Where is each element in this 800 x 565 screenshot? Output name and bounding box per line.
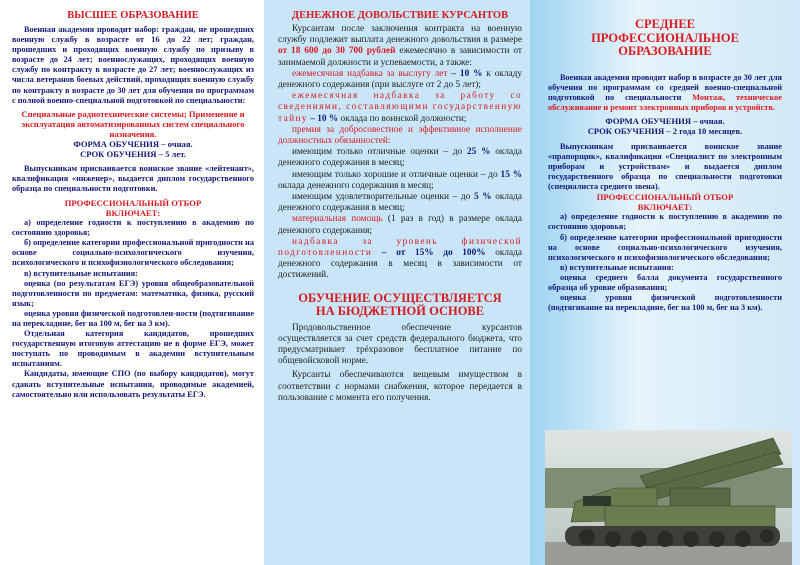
higher-education-item-v: в) вступительные испытания: [24, 268, 138, 278]
higher-education-title: ВЫСШЕЕ ОБРАЗОВАНИЕ [67, 10, 199, 21]
allowance-excellent [278, 147, 522, 169]
secondary-title-line-1: СРЕДНЕЕ [635, 17, 695, 31]
allowance-bonus-label: премия за добросовестное и эффективное исполнение должностных обязанностей: [278, 124, 522, 147]
higher-education-column [0, 0, 264, 565]
higher-education-item-v2: оценка уровня физической подготовлен-ности (подтягивание на перекладине, бег на 100 м, бег на 3 км). [12, 308, 254, 328]
secondary-intro [548, 73, 782, 113]
secondary-form [548, 116, 782, 126]
higher-education-intro: Военная академия проводит набор: граждан, не прошедших военную службу в возрасте от 16 до 22 лет; граждан, прошедших и проходящих военную службу по призыву в возрасте до 24 лет; военнослужащих, проходящих военную службу по контракту в возрасте до 27 лет; военнослужащих из числа ветеранов боевых действий, проходящих военную службу по контракту в возрасте до 30 лет для обучения по программам с полной военно-специальной подготовкой по специальности: [12, 25, 254, 105]
allowance-bonus [278, 125, 522, 147]
allowance-column [264, 0, 530, 565]
allowance-material-aid [278, 214, 522, 236]
secondary-term [548, 126, 782, 136]
missile-system-photo [545, 430, 792, 565]
higher-education-item-a: а) определение годности к поступлению в академию по состоянию здоровья; [12, 218, 254, 238]
allowance-p1-rest: ежемесячно в зависимости от занимаемой должности и успеваемости, а также: [278, 46, 522, 68]
allowance-secret [278, 91, 522, 125]
secondary-title-line-3: ОБРАЗОВАНИЕ [618, 44, 712, 58]
allowance-physical-percent: – от 15% до 100% [381, 248, 486, 259]
secondary-intro-text: Военная академия проводит набор в возрасте до 30 лет для обучения по программам со средней военно-специальной подготовкой по специальности [548, 72, 782, 102]
secondary-title-line-2: ПРОФЕССИОНАЛЬНОЕ [591, 30, 739, 45]
allowance-title: ДЕНЕЖНОЕ ДОВОЛЬСТВИЕ КУРСАНТОВ [291, 10, 509, 21]
higher-education-item-v1: оценка (по результатам ЕГЭ) уровня общеобразовательной подготовленности по предметам: математика, физика, русский язык; [12, 278, 254, 308]
allowance-seniority-label: ежемесячная надбавка за выслугу лет [292, 68, 448, 79]
secondary-form-text: ФОРМА ОБУЧЕНИЯ – очная. [605, 115, 725, 126]
higher-education-term-text: СРОК ОБУЧЕНИЯ – 5 лет. [80, 148, 186, 159]
secondary-selection-title: ПРОФЕССИОНАЛЬНЫЙ ОТБОР [596, 192, 734, 203]
allowance-physical [278, 237, 522, 282]
allowance-secret-percent: – 10 % [310, 113, 339, 124]
higher-education-specialty: Специальные радиотехнические системы; Применение и эксплуатация автоматизированных систем специального назначения. [21, 108, 245, 139]
allowance-seniority-percent: – 10 % [451, 68, 483, 79]
allowance-material-aid-rest: (1 раз в год) в размере оклада денежного содержания; [278, 214, 522, 236]
allowance-excellent-percent: 25 % [467, 147, 491, 158]
budget-clothing: Курсанты обеспечиваются вещевым имуществом в соответствии с нормами снабжения, которое передается в пользование с момента его получения. [278, 370, 522, 403]
allowance-good-rest: оклада денежного содержания в месяц; [278, 180, 434, 191]
higher-education-form: ФОРМА ОБУЧЕНИЯ – очная. [73, 138, 193, 149]
secondary-item-v: в) вступительные испытания: [560, 262, 674, 272]
allowance-satisfactory-percent: 5 % [473, 192, 492, 203]
secondary-graduates: Выпускникам присваивается воинское звание «прапорщик», квалификация «Специалист по электронным приборам и устройствам» и выдается диплом государственного образца по специальности подготовки (специалиста среднего звена). [548, 141, 782, 192]
higher-education-item-b: б) определение категории профессиональной пригодности на основе социально-психологического изучения, психологического и психофизиологического обследования; [12, 238, 254, 268]
secondary-selection-sub: ВКЛЮЧАЕТ: [637, 202, 693, 213]
allowance-satisfactory-text: имеющим удовлетворительные оценки – до [292, 192, 471, 203]
secondary-item-v2: оценка уровня физической подготовленности (подтягивание на перекладине, бег на 100 м, бег на 3 км). [548, 293, 782, 313]
budget-food: Продовольственное обеспечение курсантов осуществляется за счет средств федерального бюджета, что предусматривает трёхразовое бесплатное питание по общевойсковой норме. [278, 322, 522, 367]
allowance-satisfactory-rest: оклада денежного содержания в месяц; [278, 192, 523, 214]
secondary-item-v1: оценка среднего балла документа государственного образца об уровне образования; [548, 272, 782, 292]
allowance-secret-label: ежемесячная надбавка за работу со сведениями, составляющими государственную тайну [278, 91, 522, 124]
allowance-seniority [278, 69, 522, 91]
allowance-physical-label: надбавка за уровень физической подготовленности [278, 236, 522, 259]
allowance-excellent-text: имеющим только отличные оценки – до [292, 147, 463, 158]
higher-education-selection-sub: ВКЛЮЧАЕТ: [105, 208, 161, 219]
allowance-good-text: имеющим только хорошие и отличные оценки – до [292, 169, 498, 180]
allowance-excellent-rest: оклада денежного содержания в месяц; [278, 147, 522, 169]
allowance-seniority-rest: к окладу денежного содержания (при выслуге от 2 до 5 лет); [278, 68, 523, 91]
secondary-item-b: б) определение категории профессиональной пригодности на основе социально-психологического изучения, психологического и психофизиологического обследования; [548, 232, 782, 262]
allowance-good [278, 170, 522, 192]
allowance-p1-text: Курсантам после заключения контракта на военную службу подлежит выплата денежного довольствия в размере [278, 24, 522, 46]
allowance-good-percent: 15 % [500, 169, 522, 180]
allowance-material-aid-label: материальная помощь [292, 214, 383, 225]
higher-education-spo: Кандидаты, имеющие СПО (по выбору кандидатов), могут сдавать вступительные испытания, проводимые академией, самостоятельно или использовать результаты ЕГЭ. [12, 369, 254, 399]
allowance-amount: от 18 600 до 30 700 рублей [278, 46, 396, 57]
allowance-paragraph-1 [278, 24, 522, 69]
higher-education-graduates: Выпускникам присваивается воинское звание «лейтенант», квалификация «инженер», выдается диплом государственного образца по специальности подготовки. [12, 163, 254, 193]
higher-education-term [12, 149, 254, 159]
allowance-satisfactory [278, 192, 522, 214]
allowance-physical-rest: оклада денежного содержания в месяц в зависимости от достижений. [278, 248, 523, 281]
secondary-specialty: Монтаж, техническое обслуживание и ремонт электронных приборов и устройств. [548, 92, 782, 112]
secondary-term-text: СРОК ОБУЧЕНИЯ – 2 года 10 месяцев. [587, 125, 743, 136]
budget-title-line-1: ОБУЧЕНИЕ ОСУЩЕСТВЛЯЕТСЯ [298, 290, 502, 305]
allowance-secret-rest: оклада по воинской должности; [340, 113, 467, 124]
secondary-item-a: а) определение годности к поступлению в академию по состоянию здоровья; [548, 212, 782, 232]
higher-education-separate: Отдельная категория кандидатов, прошедших государственную итоговую аттестацию не в форме ЕГЭ, может поступать по проводимым в академии вступительным испытаниям. [12, 329, 254, 369]
budget-title-line-2: НА БЮДЖЕТНОЙ ОСНОВЕ [315, 304, 485, 319]
higher-education-selection-title: ПРОФЕССИОНАЛЬНЫЙ ОТБОР [64, 198, 202, 209]
